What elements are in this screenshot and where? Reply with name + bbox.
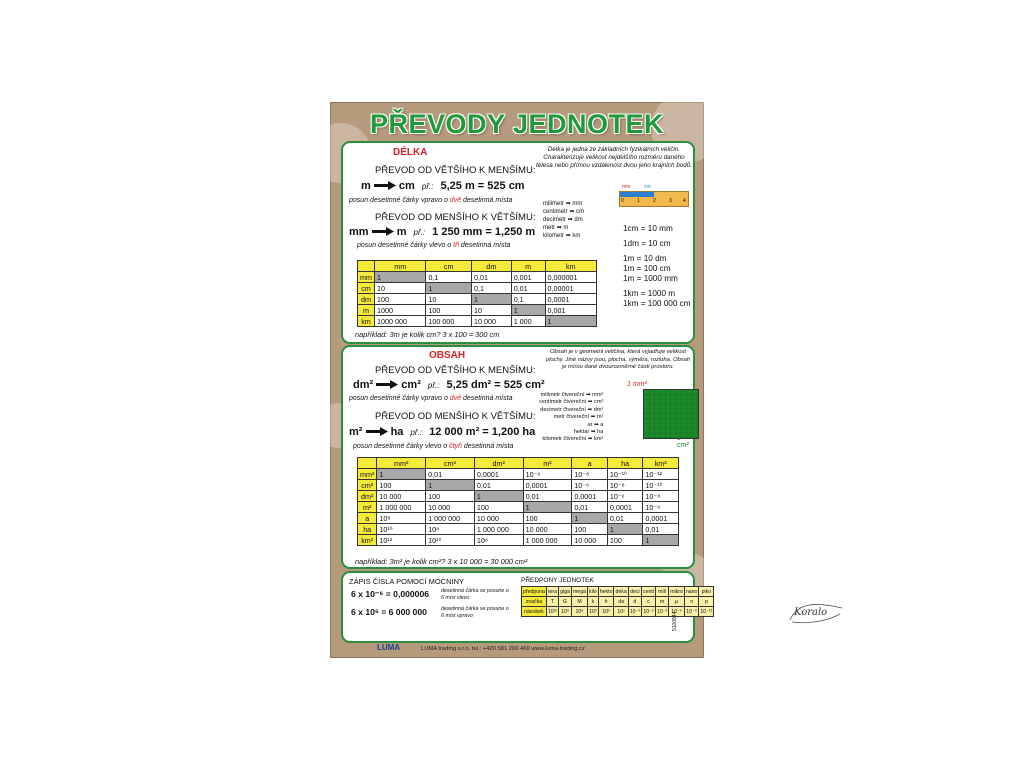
rule-larger-to-smaller: PŘEVOD OD VĚTŠÍHO K MENŠÍMU:	[375, 365, 536, 376]
length-conversion-table	[357, 260, 597, 327]
table-cell: 0,01	[511, 283, 545, 294]
row-header: cm²	[358, 480, 377, 491]
prefix-cell: n	[684, 597, 699, 607]
prefix-cell: T	[546, 597, 558, 607]
table-cell: 0,001	[511, 272, 545, 283]
table-cell: 0,01	[474, 480, 523, 491]
example-equation: 12 000 m² = 1,200 ha	[429, 426, 536, 438]
power-negative-expression: 6 x 10⁻⁶ = 0,000006	[351, 589, 430, 599]
table-cell: 100	[377, 480, 426, 491]
table-cell: 10⁻⁸	[607, 480, 643, 491]
prefix-cell: c	[641, 597, 655, 607]
formula-m-to-cm	[361, 180, 525, 192]
formula-dm2-to-cm2	[353, 379, 545, 391]
prefix-table-title: PŘEDPONY JEDNOTEK	[521, 577, 594, 584]
table-row	[358, 469, 679, 480]
area-example: například: 3m² je kolik cm²? 3 x 10 000 = 30 000 cm²	[355, 557, 528, 566]
area-panel	[341, 345, 695, 569]
ruler-label-mm: mm	[622, 184, 631, 190]
table-corner-cell	[358, 458, 377, 469]
section-title-length: DÉLKA	[393, 147, 428, 158]
rule-larger-to-smaller: PŘEVOD OD VĚTŠÍHO K MENŠÍMU:	[375, 165, 536, 176]
column-header: km²	[643, 458, 679, 469]
ruler-tick: 2	[653, 198, 656, 204]
rule-smaller-to-larger: PŘEVOD OD MENŠÍHO K VĚTŠÍMU:	[375, 212, 536, 223]
ruler-illustration	[619, 184, 689, 207]
row-header: dm	[358, 294, 375, 305]
table-row	[358, 524, 679, 535]
table-cell: 0,00001	[545, 283, 596, 294]
power-positive-note: desetinná čárka se posune o 6 míst vpravo	[441, 606, 509, 619]
table-cell: 0,0001	[607, 502, 643, 513]
table-cell: 1	[474, 491, 523, 502]
area-units-list: milimetr čtvereční ➡ mm² centimetr čtvereční ➡ cm² decimetr čtvereční ➡ dm² metr čtvereční ➡ m² ar ➡ a hektar ➡ ha kilometr čtvereční ➡ km²	[539, 392, 604, 443]
power-negative-note: desetinná čárka se posune o 6 míst vlevo	[441, 588, 509, 601]
table-cell: 10⁻¹²	[643, 469, 679, 480]
table-cell: 0,0001	[523, 480, 572, 491]
company-logo: LUMA	[377, 643, 401, 652]
signature-text: Koralo	[794, 607, 828, 618]
table-cell: 0,1	[511, 294, 545, 305]
prefix-cell: piko	[699, 587, 714, 597]
prefix-row	[522, 607, 714, 617]
prefix-cell: d	[628, 597, 641, 607]
table-cell: 10⁻⁶	[523, 469, 572, 480]
table-cell: 1 000 000	[377, 502, 426, 513]
length-example: například: 3m je kolik cm? 3 x 100 = 300 cm	[355, 330, 500, 339]
table-cell: 10 000	[523, 524, 572, 535]
table-cell: 1	[572, 513, 608, 524]
label-1mm2: 1 mm²	[627, 381, 647, 388]
to-unit: m	[396, 226, 407, 238]
table-cell: 10⁻⁶	[643, 502, 679, 513]
table-cell: 1000	[374, 305, 425, 316]
row-header: ha	[358, 524, 377, 535]
table-cell: 10	[472, 305, 512, 316]
table-header-row	[358, 261, 597, 272]
from-unit: m²	[349, 426, 363, 438]
prefix-row	[522, 587, 714, 597]
table-cell: 10⁸	[474, 535, 523, 546]
table-cell: 10 000	[426, 502, 475, 513]
prefix-cell: 10⁻³	[656, 608, 668, 615]
example-equation: 5,25 m = 525 cm	[440, 180, 525, 192]
shift-note-right: posun desetinné čárky vpravo o dvě desetinná místa	[349, 197, 513, 204]
table-cell: 1000 000	[374, 316, 425, 327]
square-grid-illustration	[643, 389, 699, 439]
table-cell: 10 000	[572, 535, 608, 546]
signature-watermark	[786, 600, 846, 626]
table-cell: 1 000 000	[474, 524, 523, 535]
example-prefix: př.:	[413, 228, 426, 237]
prefix-cell: deci	[630, 588, 640, 595]
table-cell: 1	[426, 480, 475, 491]
table-cell: 1	[545, 316, 596, 327]
poster	[330, 102, 713, 658]
table-cell: 100	[607, 535, 643, 546]
table-cell: 100	[523, 513, 572, 524]
rule-smaller-to-larger: PŘEVOD OD MENŠÍHO K VĚTŠÍMU:	[375, 411, 536, 422]
table-cell: 1 000 000	[426, 513, 475, 524]
prefix-cell: 10⁶	[571, 607, 587, 617]
table-row	[358, 283, 597, 294]
table-cell: 10¹⁰	[426, 535, 475, 546]
equivalences-m: 1m = 10 dm 1m = 100 cm 1m = 1000 mm	[623, 254, 678, 283]
prefix-row-label: předpona	[523, 588, 545, 595]
area-conversion-table	[357, 457, 679, 546]
table-cell: 10⁻⁶	[607, 491, 643, 502]
formula-mm-to-m	[349, 226, 535, 238]
table-cell: 1	[643, 535, 679, 546]
arrow-right-icon	[376, 380, 398, 389]
table-cell: 1	[374, 272, 425, 283]
product-code: 5100844	[672, 611, 678, 631]
table-cell: 0,01	[426, 469, 475, 480]
example-prefix: př.:	[427, 381, 440, 390]
table-cell: 1 000	[511, 316, 545, 327]
prefix-cell: h	[598, 597, 614, 607]
column-header: mm²	[377, 458, 426, 469]
table-corner-cell	[358, 261, 375, 272]
table-row	[358, 513, 679, 524]
column-header: ha	[607, 458, 643, 469]
table-row	[358, 316, 597, 327]
column-header: m²	[523, 458, 572, 469]
table-cell: 1	[377, 469, 426, 480]
table-cell: 0,1	[472, 283, 512, 294]
table-cell: 100 000	[426, 316, 472, 327]
table-cell: 0,01	[572, 502, 608, 513]
prefix-cell: deka	[615, 588, 627, 595]
prefix-cell: 10¹	[614, 607, 628, 617]
column-header: m	[511, 261, 545, 272]
table-cell: 10¹²	[377, 535, 426, 546]
column-header: km	[545, 261, 596, 272]
equivalences-km: 1km = 1000 m 1km = 100 000 cm	[623, 289, 691, 308]
power-positive-expression: 6 x 10⁶ = 6 000 000	[351, 607, 427, 617]
row-header: mm	[358, 272, 375, 283]
table-cell: 100	[426, 305, 472, 316]
length-description: Délka je jedna ze základních fyzikálních veličin. Charakterizuje velikost nejdelšího rozměru daného tělesa nebo přímou vzdálenost dvou jeho krajních bodů.	[535, 146, 693, 170]
table-cell: 10¹⁰	[377, 524, 426, 535]
column-header: cm²	[426, 458, 475, 469]
power-title: ZÁPIS ČÍSLA POMOCÍ MOCNINY	[349, 577, 465, 586]
arrow-right-icon	[374, 181, 396, 190]
table-cell: 0,01	[607, 513, 643, 524]
example-prefix: př.:	[410, 428, 423, 437]
prefix-row-label: násobek	[522, 607, 547, 617]
prefix-cell: 10⁻¹	[629, 608, 640, 615]
from-unit: dm²	[353, 379, 374, 391]
table-cell: 0,0001	[474, 469, 523, 480]
prefix-cell: nano	[685, 588, 698, 595]
ruler-tick: 1	[637, 198, 640, 204]
table-cell: 1	[472, 294, 512, 305]
table-row	[358, 480, 679, 491]
example-equation: 5,25 dm² = 525 cm²	[446, 379, 545, 391]
prefix-cell: mili	[655, 587, 668, 597]
table-cell: 10 000	[377, 491, 426, 502]
table-cell: 10⁻¹⁰	[643, 480, 679, 491]
ruler-tick: 3	[669, 198, 672, 204]
prefix-cell: giga	[560, 588, 570, 595]
table-cell: 100	[426, 491, 475, 502]
table-cell: 1	[511, 305, 545, 316]
row-header: km	[358, 316, 375, 327]
prefix-cell: hekto	[599, 588, 613, 595]
ruler-tick: 0	[621, 198, 624, 204]
table-cell: 0,0001	[545, 294, 596, 305]
column-header: dm²	[474, 458, 523, 469]
table-row	[358, 491, 679, 502]
prefix-cell: µ	[669, 597, 685, 607]
prefix-row-label: značka	[522, 597, 547, 607]
table-cell: 0,01	[643, 524, 679, 535]
arrow-right-icon	[372, 227, 394, 236]
prefix-cell: 10²	[598, 607, 614, 617]
row-header: dm²	[358, 491, 377, 502]
table-row	[358, 502, 679, 513]
prefix-cell: centi	[642, 588, 654, 595]
prefix-cell: 10⁹	[559, 607, 572, 617]
area-description: Obsah je v geometrii veličina, která vyjadřuje velikost plochy. Jiné názvy jsou, plocha, výměra, rozloha. Obsah je mírou dané dvourozměrné části prostoru.	[545, 349, 691, 371]
table-cell: 10⁻⁶	[572, 480, 608, 491]
table-cell: 0,0001	[643, 513, 679, 524]
table-cell: 0,000001	[545, 272, 596, 283]
table-row	[358, 294, 597, 305]
prefix-cell: G	[559, 597, 572, 607]
section-title-area: OBSAH	[429, 350, 466, 361]
length-units-list: milimetr ➡ mm centimetr ➡ cm decimetr ➡ dm metr ➡ m kilometr ➡ km	[543, 201, 585, 239]
column-header: a	[572, 458, 608, 469]
row-header: mm²	[358, 469, 377, 480]
label-1cm2: 1 cm²	[677, 435, 689, 449]
prefix-cell: mega	[572, 588, 586, 595]
shift-note-left: posun desetinné čárky vlevo o tři desetinná místa	[357, 242, 511, 249]
table-header-row	[358, 458, 679, 469]
ruler-tick: 4	[683, 198, 686, 204]
table-cell: 1	[523, 502, 572, 513]
prefix-cell: 10⁻⁶	[669, 607, 685, 617]
table-cell: 100	[474, 502, 523, 513]
to-unit: cm	[398, 180, 415, 192]
table-cell: 10 000	[474, 513, 523, 524]
table-cell: 10	[426, 294, 472, 305]
table-cell: 0,1	[426, 272, 472, 283]
prefix-cell: 10³	[589, 608, 597, 615]
table-row	[358, 305, 597, 316]
row-header: km²	[358, 535, 377, 546]
table-row	[358, 535, 679, 546]
footer	[341, 643, 695, 657]
to-unit: ha	[390, 426, 404, 438]
table-cell: 10⁸	[426, 524, 475, 535]
prefix-cell: kilo	[588, 588, 597, 595]
table-cell: 10⁸	[377, 513, 426, 524]
example-equation: 1 250 mm = 1,250 m	[432, 226, 536, 238]
table-cell: 10	[374, 283, 425, 294]
prefix-cell: 10¹²	[547, 608, 558, 615]
page-title: PŘEVODY JEDNOTEK	[369, 109, 665, 139]
prefix-cell: M	[571, 597, 587, 607]
shift-note-left: posun desetinné čárky vlevo o čtyři desetinná místa	[353, 443, 514, 450]
company-info: LUMA trading s.r.o. tel.: +420 581 200 469 www.luma-trading.cz	[421, 646, 585, 652]
prefix-cell: 10⁻²	[643, 608, 654, 615]
prefix-cell: 10⁻¹²	[700, 608, 713, 615]
from-unit: mm	[349, 226, 369, 238]
table-cell: 100	[572, 524, 608, 535]
row-header: m²	[358, 502, 377, 513]
prefix-cell: k	[587, 597, 598, 607]
equivalences-cm-dm: 1cm = 10 mm 1dm = 10 cm	[623, 224, 673, 248]
prefix-cell: p	[699, 597, 714, 607]
prefix-cell: tera	[548, 588, 558, 595]
from-unit: m	[361, 180, 371, 192]
prefix-cell: da	[614, 597, 628, 607]
table-cell: 1	[607, 524, 643, 535]
prefix-cell: mikro	[670, 588, 683, 595]
row-header: m	[358, 305, 375, 316]
column-header: mm	[374, 261, 425, 272]
shift-note-right: posun desetinné čárky vpravo o dvě desetinná místa	[349, 395, 513, 402]
power-prefix-panel	[341, 571, 713, 643]
column-header: dm	[472, 261, 512, 272]
table-cell: 10⁻⁸	[643, 491, 679, 502]
table-cell: 1	[426, 283, 472, 294]
length-panel	[341, 141, 695, 344]
to-unit: cm²	[401, 379, 421, 391]
table-cell: 0,01	[523, 491, 572, 502]
arrow-right-icon	[366, 427, 388, 436]
table-cell: 0,001	[545, 305, 596, 316]
table-cell: 0,0001	[572, 491, 608, 502]
table-cell: 10 000	[472, 316, 512, 327]
row-header: a	[358, 513, 377, 524]
grid-lines	[644, 390, 698, 438]
table-cell: 1 000 000	[523, 535, 572, 546]
example-prefix: př.:	[421, 182, 434, 191]
prefix-cell: m	[655, 597, 668, 607]
column-header: cm	[426, 261, 472, 272]
ruler-label-cm: cm	[644, 184, 651, 190]
prefix-cell: 10⁻⁹	[686, 608, 698, 615]
table-cell: 10⁻¹⁰	[607, 469, 643, 480]
table-cell: 10⁻⁸	[572, 469, 608, 480]
table-cell: 0,01	[472, 272, 512, 283]
ruler-highlight	[620, 192, 654, 197]
table-cell: 100	[374, 294, 425, 305]
prefix-table	[521, 586, 714, 617]
formula-m2-to-ha	[349, 426, 535, 438]
row-header: cm	[358, 283, 375, 294]
table-row	[358, 272, 597, 283]
prefix-row	[522, 597, 714, 607]
